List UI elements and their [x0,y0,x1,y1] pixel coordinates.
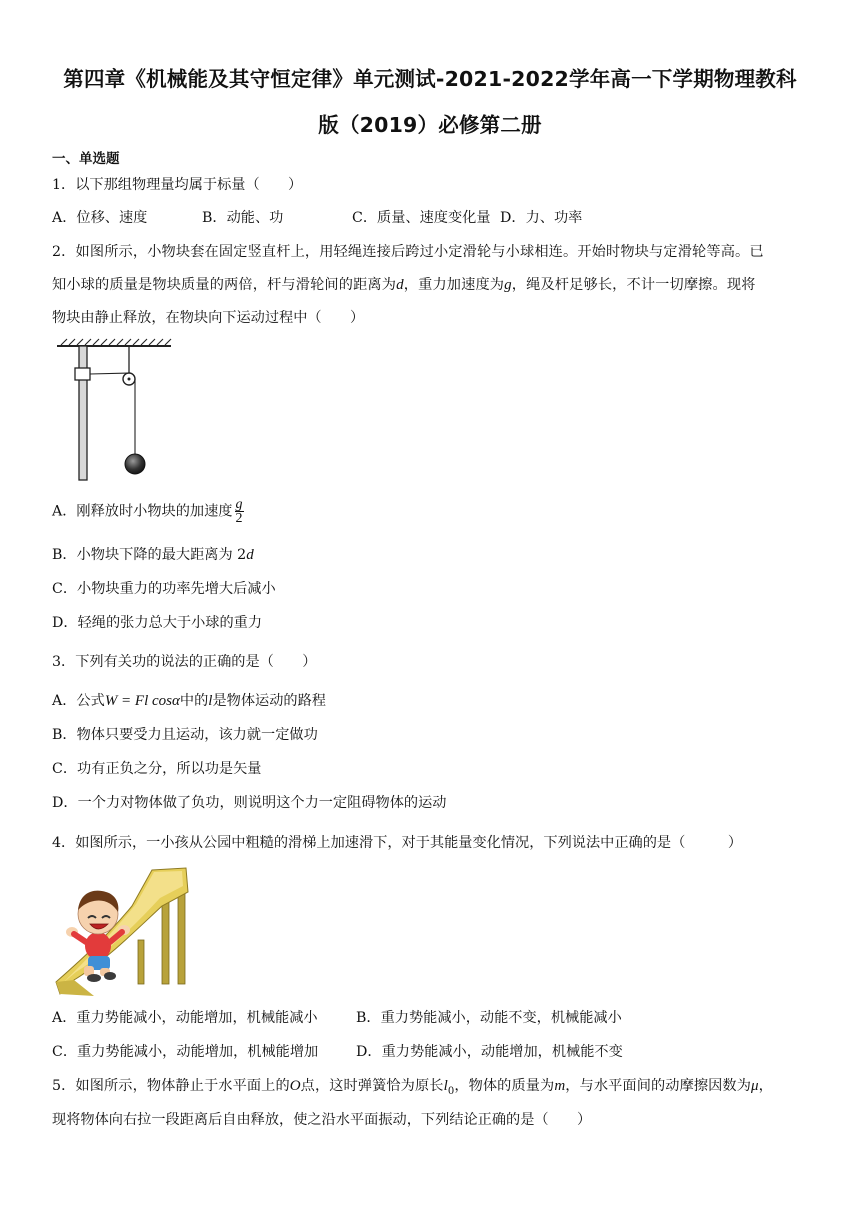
q3-option-b: B．物体只要受力且运动，该力就一定做功 [52,727,318,743]
q1-option-b: B．动能、功 [202,210,284,226]
q1-option-d: D．力、功率 [500,210,583,226]
section-heading: 一、单选题 [52,151,120,167]
q2-option-c: C．小物块重力的功率先增大后减小 [52,581,276,597]
q3-option-a: A．公式W = Fl cosα中的l是物体运动的路程 [52,693,326,709]
q3-option-c: C．功有正负之分，所以功是矢量 [52,761,262,777]
q3-stem: 3．下列有关功的说法的正确的是（ ） [52,654,317,670]
child-slide-figure [54,862,190,998]
q4-option-c: C．重力势能减小，动能增加，机械能增加 [52,1044,319,1060]
q5-stem-line2: 现将物体向右拉一段距离后自由释放，使之沿水平面振动，下列结论正确的是（ ） [52,1112,592,1128]
q3-option-d: D．一个力对物体做了负功，则说明这个力一定阻碍物体的运动 [52,795,447,811]
q1-option-a: A．位移、速度 [52,210,148,226]
fraction-g-over-2: $\frac{g}{2}$ [235,497,243,526]
q2-stem-line3: 物块由静止释放，在物块向下运动过程中（ ） [52,310,365,326]
q1-stem: 1．以下那组物理量均属于标量（ ） [52,177,303,193]
doc-title-line1: 第四章《机械能及其守恒定律》单元测试-2021-2022学年高一下学期物理教科 [63,67,797,91]
q2-option-d: D．轻绳的张力总大于小球的重力 [52,615,263,631]
q2-stem-line2: 知小球的质量是物块质量的两倍，杆与滑轮间的距离为d，重力加速度为g，绳及杆足够长，不计一切摩擦。现将 [52,277,756,293]
q2-stem-line1: 2．如图所示，小物块套在固定竖直杆上，用轻绳连接后跨过小定滑轮与小球相连。开始时物块与定滑轮等高。已 [52,244,764,260]
q2-option-b: B．小物块下降的最大距离为 2d [52,547,254,563]
q4-option-d: D．重力势能减小，动能增加，机械能不变 [356,1044,623,1060]
doc-title-line2: 版（2019）必修第二册 [318,113,542,137]
q4-option-b: B．重力势能减小，动能不变，机械能减小 [356,1010,622,1026]
q5-stem-line1: 5．如图所示，物体静止于水平面上的O点，这时弹簧恰为原长$l_0$，物体的质量为m，与水平面间的动摩擦因数为μ， [52,1078,773,1097]
q4-stem: 4．如图所示，一小孩从公园中粗糙的滑梯上加速滑下，对于其能量变化情况，下列说法中正确的是（ ） [52,835,743,851]
pulley-rod-figure [55,338,175,486]
q2-option-a: A．刚释放时小物块的加速度 $\frac{g}{2}$ [52,497,243,526]
q4-option-a: A．重力势能减小，动能增加，机械能减小 [52,1010,318,1026]
work-formula: W = Fl cosα [104,693,180,709]
q1-option-c: C．质量、速度变化量 [352,210,491,226]
